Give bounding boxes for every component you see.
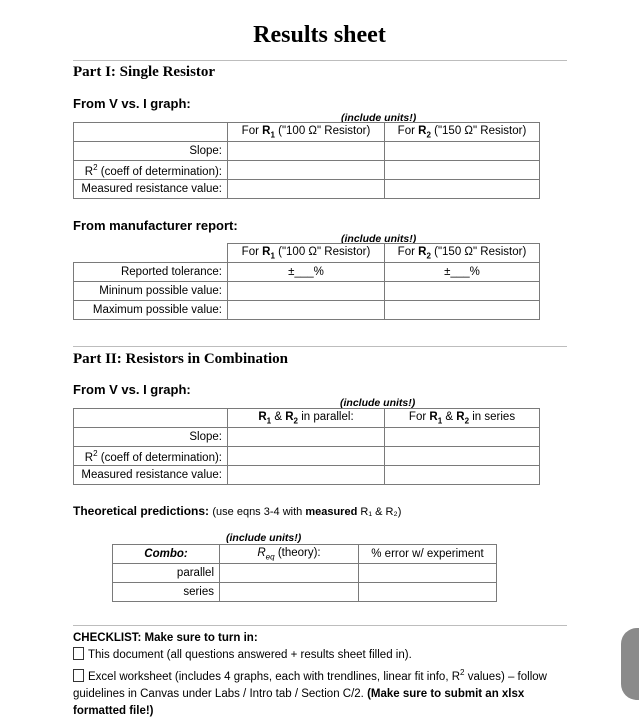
table-row	[74, 428, 540, 447]
input-cell[interactable]	[228, 466, 385, 485]
part2-vi-subheading: From V vs. I graph:	[73, 382, 191, 397]
input-cell[interactable]	[385, 466, 540, 485]
input-cell[interactable]	[385, 301, 540, 320]
input-cell[interactable]	[220, 564, 359, 583]
part1-mfr-subheading: From manufacturer report:	[73, 218, 238, 233]
input-cell[interactable]	[385, 447, 540, 466]
input-cell[interactable]	[228, 282, 385, 301]
part1-vi-table	[73, 122, 540, 199]
col-header-r1: For $R_1$ ("100 Ω" Resistor)	[228, 244, 385, 263]
table-row	[74, 180, 540, 199]
row-label-tolerance: Reported tolerance:	[74, 263, 228, 282]
units-note: (include units!)	[341, 233, 417, 245]
input-cell[interactable]	[385, 180, 540, 199]
col-header-error: % error w/ experiment	[359, 545, 497, 564]
row-label-r2: $R^2$ (coeff of determination):	[74, 161, 228, 180]
table-row	[74, 161, 540, 180]
part2-heading: Part II: Resistors in Combination	[73, 351, 289, 367]
divider	[73, 346, 567, 347]
side-scroll-tab[interactable]	[621, 628, 639, 700]
divider	[73, 625, 567, 626]
theory-line	[73, 504, 401, 518]
units-note: (include units!)	[226, 532, 302, 544]
checklist-heading: CHECKLIST: Make sure to turn in:	[73, 632, 258, 644]
row-label-max: Maximum possible value:	[74, 301, 228, 320]
units-note: (include units!)	[341, 112, 417, 124]
row-label-min: Mininum possible value:	[74, 282, 228, 301]
input-cell[interactable]	[228, 447, 385, 466]
checklist-item-line: guidelines in Canvas under Labs / Intro tab / Section C/2. (Make sure to submit an xlsx	[73, 687, 525, 700]
part1-heading: Part I: Single Resistor	[73, 64, 216, 80]
checkbox[interactable]	[73, 669, 84, 682]
row-label-parallel: parallel	[113, 564, 220, 583]
checklist-item[interactable]: Excel worksheet (includes 4 graphs, each with trendlines, linear fit info, $R^2$ values) – follow	[73, 664, 563, 686]
col-header-req: $R_{eq}$ (theory):	[220, 545, 359, 564]
table-row	[113, 564, 497, 583]
part1-vi-subheading: From V vs. I graph:	[73, 96, 191, 111]
col-header-series: For $R_1$ & $R_2$ in series	[385, 409, 540, 428]
row-label-series: series	[113, 583, 220, 602]
part1-mfr-table	[73, 243, 540, 320]
theory-table	[112, 544, 497, 602]
input-cell[interactable]	[228, 180, 385, 199]
checklist	[73, 630, 563, 720]
table-row	[74, 466, 540, 485]
divider	[73, 60, 567, 61]
theory-desc: (use eqns 3-4 with measured R₁ & R₂)	[212, 506, 402, 518]
table-row	[74, 263, 540, 282]
input-cell[interactable]	[385, 282, 540, 301]
checkbox[interactable]	[73, 647, 84, 660]
row-label-r2: $R^2$ (coeff of determination):	[74, 447, 228, 466]
input-cell[interactable]	[385, 161, 540, 180]
units-note: (include units!)	[340, 397, 416, 409]
input-cell[interactable]	[220, 583, 359, 602]
col-header-parallel: $R_1$ & $R_2$ in parallel:	[228, 409, 385, 428]
row-label-slope: Slope:	[74, 142, 228, 161]
input-cell[interactable]	[228, 301, 385, 320]
row-label-slope: Slope:	[74, 428, 228, 447]
table-row	[74, 447, 540, 466]
input-cell[interactable]	[228, 161, 385, 180]
input-cell[interactable]	[359, 564, 497, 583]
corner-cell	[74, 244, 228, 263]
input-cell[interactable]	[385, 142, 540, 161]
corner-cell	[74, 123, 228, 142]
table-row	[74, 301, 540, 320]
input-cell[interactable]	[385, 428, 540, 447]
col-header-r2: For $R_2$ ("150 Ω" Resistor)	[385, 123, 540, 142]
tolerance-cell-r1[interactable]: ±___%	[228, 263, 385, 282]
row-label-measured: Measured resistance value:	[74, 180, 228, 199]
input-cell[interactable]	[228, 428, 385, 447]
page-title: Results sheet	[253, 22, 386, 48]
checklist-item-line: formatted file!)	[73, 704, 154, 717]
table-row	[113, 583, 497, 602]
theory-label: Theoretical predictions:	[73, 504, 210, 518]
col-header-r1: For $R_1$ ("100 Ω" Resistor)	[228, 123, 385, 142]
part2-vi-table	[73, 408, 540, 485]
corner-cell	[74, 409, 228, 428]
table-row	[74, 142, 540, 161]
col-header-combo: Combo:	[113, 545, 220, 564]
col-header-r2: For $R_2$ ("150 Ω" Resistor)	[385, 244, 540, 263]
tolerance-cell-r2[interactable]: ±___%	[385, 263, 540, 282]
input-cell[interactable]	[359, 583, 497, 602]
input-cell[interactable]	[228, 142, 385, 161]
table-row	[74, 282, 540, 301]
row-label-measured: Measured resistance value:	[74, 466, 228, 485]
checklist-item[interactable]: This document (all questions answered + results sheet filled in).	[73, 647, 563, 664]
